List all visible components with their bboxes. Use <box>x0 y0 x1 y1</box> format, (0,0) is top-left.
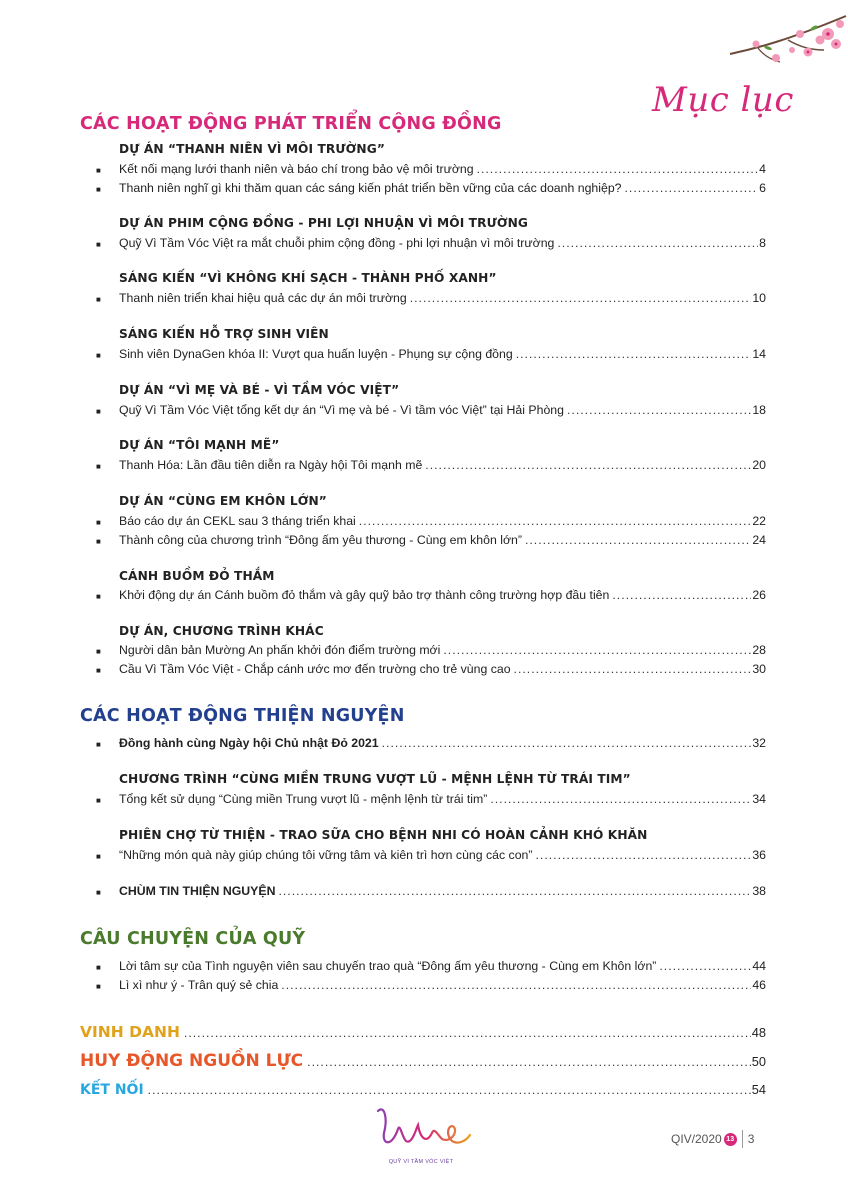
page-number: 20 <box>752 458 766 472</box>
toc-entry[interactable]: ■ Thanh Hóa: Lần đầu tiên diễn ra Ngày hội Tôi mạnh mẽ ..... 20 <box>96 456 766 474</box>
leader-dots <box>307 1051 751 1073</box>
bullet-icon: ■ <box>96 295 101 304</box>
page-number: 22 <box>752 514 766 528</box>
leader-dots <box>382 734 752 752</box>
leader-dots <box>525 531 751 549</box>
footer-logo <box>366 1103 476 1169</box>
toc-entry[interactable]: ■ Người dân bản Mường An phấn khởi đón điểm trường mới ..... 28 <box>96 641 766 659</box>
leader-dots <box>281 976 751 994</box>
group-heading: SÁNG KIẾN “VÌ KHÔNG KHÍ SẠCH - THÀNH PHỐ XANH” <box>119 271 497 285</box>
bullet-icon: ■ <box>96 407 101 416</box>
toc-entry[interactable]: ■ Đồng hành cùng Ngày hội Chủ nhật Đỏ 2021 ..... 32 <box>96 734 766 752</box>
bullet-icon: ■ <box>96 888 101 897</box>
logo-script-icon <box>366 1103 476 1159</box>
toc-entry[interactable]: ■ CHÙM TIN THIỆN NGUYỆN ..... 38 <box>96 882 766 900</box>
toc-entry[interactable]: ■ Thanh niên triển khai hiệu quả các dự án môi trường ..... 10 <box>96 289 766 307</box>
bullet-icon: ■ <box>96 518 101 527</box>
toc-entry[interactable]: ■ Lời tâm sự của Tình nguyện viên sau chuyến trao quà “Đông ấm yêu thương - Cùng em Khôn lớn” ..... 44 <box>96 957 766 975</box>
toc-entry[interactable]: ■ Kết nối mạng lưới thanh niên và báo chí trong bảo vệ môi trường ..... 4 <box>96 160 766 178</box>
page-number: 34 <box>752 792 766 806</box>
logo-tagline: QUỸ VÌ TẦM VÓC VIỆT <box>388 1159 454 1165</box>
leader-dots <box>514 660 752 678</box>
toc-entry[interactable]: ■ Quỹ Vì Tầm Vóc Việt tổng kết dự án “Vì mẹ và bé - Vì tầm vóc Việt” tại Hải Phòng ..... 18 <box>96 401 766 419</box>
group-heading: DỰ ÁN “TÔI MẠNH MẼ” <box>119 438 280 452</box>
page-footer <box>671 1130 754 1148</box>
page-number: 10 <box>752 291 766 305</box>
page-number: 54 <box>751 1082 766 1097</box>
bullet-icon: ■ <box>96 666 101 675</box>
bullet-icon: ■ <box>96 592 101 601</box>
leader-dots <box>557 234 758 252</box>
group-heading: DỰ ÁN “CÙNG EM KHÔN LỚN” <box>119 494 327 508</box>
leader-dots <box>659 957 751 975</box>
page-number: 14 <box>752 347 766 361</box>
toc-entry[interactable]: ■ Thành công của chương trình “Đông ấm yêu thương - Cùng em khôn lớn” ..... 24 <box>96 531 766 549</box>
group-heading: SÁNG KIẾN HỖ TRỢ SINH VIÊN <box>119 327 329 341</box>
page-number-footer: 3 <box>747 1132 755 1146</box>
leader-dots <box>625 179 759 197</box>
toc-entry[interactable]: ■ Tổng kết sử dụng “Cùng miền Trung vượt lũ - mệnh lệnh từ trái tim” ..... 34 <box>96 790 766 808</box>
page-number: 36 <box>752 848 766 862</box>
leader-dots <box>359 512 752 530</box>
page-number: 38 <box>752 884 766 898</box>
leader-dots <box>425 456 751 474</box>
bullet-icon: ■ <box>96 240 101 249</box>
page-number: 4 <box>759 162 766 176</box>
bullet-icon: ■ <box>96 740 101 749</box>
section-title-stories: CÂU CHUYỆN CỦA QUỸ <box>80 929 306 949</box>
leader-dots <box>490 790 751 808</box>
toc-entry[interactable]: ■ Lì xì như ý - Trân quý sẻ chia ..... 46 <box>96 976 766 994</box>
group-heading: CHƯƠNG TRÌNH “CÙNG MIỀN TRUNG VƯỢT LŨ - MỆNH LỆNH TỪ TRÁI TIM” <box>119 772 631 786</box>
group-heading: DỰ ÁN PHIM CỘNG ĐỒNG - PHI LỢI NHUẬN VÌ MÔI TRƯỜNG <box>119 216 529 230</box>
toc-entry-resources[interactable]: HUY ĐỘNG NGUỒN LỰC ..... 50 <box>80 1050 766 1072</box>
bullet-icon: ■ <box>96 185 101 194</box>
page-number: 8 <box>759 236 766 250</box>
page-title: Mục lục <box>652 80 794 120</box>
page-number: 24 <box>752 533 766 547</box>
divider <box>742 1130 743 1148</box>
leader-dots <box>612 586 751 604</box>
group-heading: DỰ ÁN “VÌ MẸ VÀ BÉ - VÌ TẦM VÓC VIỆT” <box>119 383 400 397</box>
bullet-icon: ■ <box>96 796 101 805</box>
toc-entry[interactable]: ■ Cầu Vì Tầm Vóc Việt - Chắp cánh ước mơ đến trường cho trẻ vùng cao ..... 30 <box>96 660 766 678</box>
page-number: 30 <box>752 662 766 676</box>
leader-dots <box>184 1022 751 1044</box>
toc-entry[interactable]: ■ Quỹ Vì Tầm Vóc Việt ra mắt chuỗi phim cộng đồng - phi lợi nhuận vì môi trường ..... 8 <box>96 234 766 252</box>
toc-entry[interactable]: ■ Thanh niên nghĩ gì khi thăm quan các sáng kiến phát triển bền vững của các doanh nghiệp? ..... 6 <box>96 179 766 197</box>
group-heading: CÁNH BUỒM ĐỎ THẮM <box>119 569 275 583</box>
page-number: 46 <box>752 978 766 992</box>
bullet-icon: ■ <box>96 963 101 972</box>
leader-dots <box>535 846 751 864</box>
page-number: 28 <box>752 643 766 657</box>
page-number: 26 <box>752 588 766 602</box>
page-number: 48 <box>751 1025 766 1040</box>
toc-entry[interactable]: ■ Khởi động dự án Cánh buồm đỏ thắm và gây quỹ bảo trợ thành công trường hợp đầu tiên ..... 26 <box>96 586 766 604</box>
leader-dots <box>278 882 751 900</box>
page-number: 50 <box>751 1054 766 1069</box>
bullet-icon: ■ <box>96 166 101 175</box>
bullet-icon: ■ <box>96 537 101 546</box>
leader-dots <box>410 289 752 307</box>
leader-dots <box>477 160 759 178</box>
bullet-icon: ■ <box>96 647 101 656</box>
bullet-icon: ■ <box>96 852 101 861</box>
page-number: 44 <box>752 959 766 973</box>
toc-entry[interactable]: ■ “Những món quà này giúp chúng tôi vững tâm và kiên trì hơn cùng các con” ..... 36 <box>96 846 766 864</box>
section-title-charity: CÁC HOẠT ĐỘNG THIỆN NGUYỆN <box>80 706 405 726</box>
toc-entry-honor[interactable]: VINH DANH ..... 48 <box>80 1021 766 1043</box>
issue-badge: 13 <box>724 1133 737 1146</box>
bullet-icon: ■ <box>96 351 101 360</box>
section-title-community: CÁC HOẠT ĐỘNG PHÁT TRIỂN CỘNG ĐỒNG <box>80 114 502 134</box>
group-heading: DỰ ÁN “THANH NIÊN VÌ MÔI TRƯỜNG” <box>119 142 385 156</box>
leader-dots <box>567 401 751 419</box>
issue-label: QIV/2020 <box>671 1132 722 1146</box>
bullet-icon: ■ <box>96 462 101 471</box>
leader-dots <box>443 641 751 659</box>
page-number: 32 <box>752 736 766 750</box>
group-heading: DỰ ÁN, CHƯƠNG TRÌNH KHÁC <box>119 624 324 638</box>
toc-entry[interactable]: ■ Sinh viên DynaGen khóa II: Vượt qua huấn luyện - Phụng sự cộng đồng ..... 14 <box>96 345 766 363</box>
bullet-icon: ■ <box>96 982 101 991</box>
toc-entry-connect[interactable]: KẾT NỐI ..... 54 <box>80 1079 766 1101</box>
blossom-branch-decoration <box>728 10 848 76</box>
toc-entry[interactable]: ■ Báo cáo dự án CEKL sau 3 tháng triển khai ..... 22 <box>96 512 766 530</box>
page-number: 18 <box>752 403 766 417</box>
page-number: 6 <box>759 181 766 195</box>
leader-dots <box>148 1079 751 1101</box>
group-heading: PHIÊN CHỢ TỪ THIỆN - TRAO SỮA CHO BỆNH NHI CÓ HOÀN CẢNH KHÓ KHĂN <box>119 828 648 842</box>
leader-dots <box>516 345 752 363</box>
